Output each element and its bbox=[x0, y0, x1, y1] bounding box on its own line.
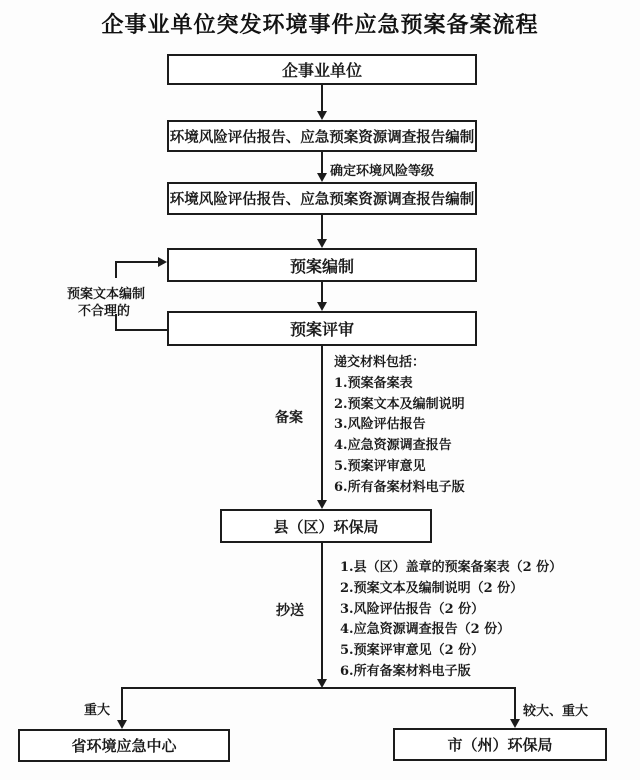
branch-right-drop-line bbox=[514, 687, 516, 720]
box-risk-report-compile-1 bbox=[167, 120, 477, 152]
label-filing: 备案 bbox=[275, 410, 303, 426]
branch-horizontal-line bbox=[121, 687, 516, 689]
arrow-unit-to-report1-head bbox=[317, 111, 327, 120]
label-risk-level: 确定环境风险等级 bbox=[330, 164, 435, 179]
arrow-planreview-to-county-line bbox=[321, 346, 323, 501]
box-plan-review bbox=[167, 311, 477, 346]
submit-list-header: 递交材料包括： bbox=[334, 355, 426, 370]
feedback-top-line bbox=[116, 261, 160, 263]
box-risk-report-compile-2-label: 环境风险评估报告、应急预案资源调查报告编制 bbox=[169, 191, 475, 208]
feedback-bottom-line bbox=[115, 329, 167, 331]
copy-list-item: 4.应急资源调查报告（2 份） bbox=[340, 622, 511, 638]
arrow-plancompile-to-planreview-line bbox=[321, 282, 323, 303]
copy-list-item: 2.预案文本及编制说明（2 份） bbox=[340, 580, 524, 596]
arrow-unit-to-report1-line bbox=[321, 85, 323, 112]
box-risk-report-compile-2 bbox=[167, 182, 477, 215]
box-plan-compile bbox=[167, 248, 477, 282]
box-risk-report-compile-1-label: 环境风险评估报告、应急预案资源调查报告编制 bbox=[169, 128, 475, 146]
arrow-plancompile-to-planreview-head bbox=[317, 302, 327, 311]
copy-list-item: 1.县（区）盖章的预案备案表（2 份） bbox=[340, 560, 563, 575]
branch-right-drop-head bbox=[510, 719, 520, 728]
submit-list-item: 5.预案评审意见 bbox=[334, 458, 426, 474]
label-feedback-line1: 预案文本编制 bbox=[67, 287, 146, 302]
arrow-report2-to-plancompile-head bbox=[317, 239, 327, 248]
branch-left-drop-head bbox=[117, 720, 127, 729]
branch-left-drop-line bbox=[121, 687, 123, 721]
copy-list-item: 3.风险评估报告（2 份） bbox=[340, 601, 485, 617]
box-city-epb bbox=[393, 728, 607, 761]
feedback-arrow-head bbox=[158, 257, 167, 267]
box-county-epb bbox=[220, 509, 432, 543]
submit-list-item: 4.应急资源调查报告 bbox=[334, 438, 452, 454]
copy-list-item: 6.所有备案材料电子版 bbox=[340, 663, 471, 679]
submit-materials-list bbox=[334, 353, 465, 499]
box-enterprise-unit bbox=[167, 54, 477, 85]
box-provincial-emergency-center bbox=[18, 729, 230, 762]
arrow-report1-to-report2-head bbox=[317, 173, 327, 182]
box-plan-compile-label: 预案编制 bbox=[289, 256, 354, 276]
submit-list-item: 2.预案文本及编制说明 bbox=[334, 396, 465, 412]
page-title: 企事业单位突发环境事件应急预案备案流程 bbox=[101, 12, 539, 38]
submit-list-item: 3.风险评估报告 bbox=[334, 417, 426, 433]
box-enterprise-unit-label: 企事业单位 bbox=[281, 61, 362, 80]
label-relatively-major: 较大、重大 bbox=[523, 704, 589, 719]
label-feedback-line2: 不合理的 bbox=[78, 304, 131, 319]
arrow-report1-to-report2-line bbox=[321, 152, 323, 174]
copy-materials-list bbox=[340, 558, 562, 683]
label-major: 重大 bbox=[84, 703, 111, 718]
arrow-county-to-branch-line bbox=[321, 543, 323, 680]
arrow-planreview-to-county-head bbox=[317, 500, 327, 509]
box-provincial-emergency-center-label: 省环境应急中心 bbox=[71, 737, 177, 755]
feedback-upper-stub bbox=[115, 261, 117, 278]
box-county-epb-label: 县（区）环保局 bbox=[273, 517, 379, 536]
label-copy-send: 抄送 bbox=[276, 603, 304, 619]
copy-list-item: 5.预案评审意见（2 份） bbox=[340, 643, 485, 659]
submit-list-item: 6.所有备案材料电子版 bbox=[334, 479, 465, 495]
box-city-epb-label: 市（州）环保局 bbox=[447, 736, 553, 754]
arrow-report2-to-plancompile-line bbox=[321, 215, 323, 240]
box-plan-review-label: 预案评审 bbox=[289, 320, 354, 339]
submit-list-item: 1.预案备案表 bbox=[334, 375, 413, 391]
